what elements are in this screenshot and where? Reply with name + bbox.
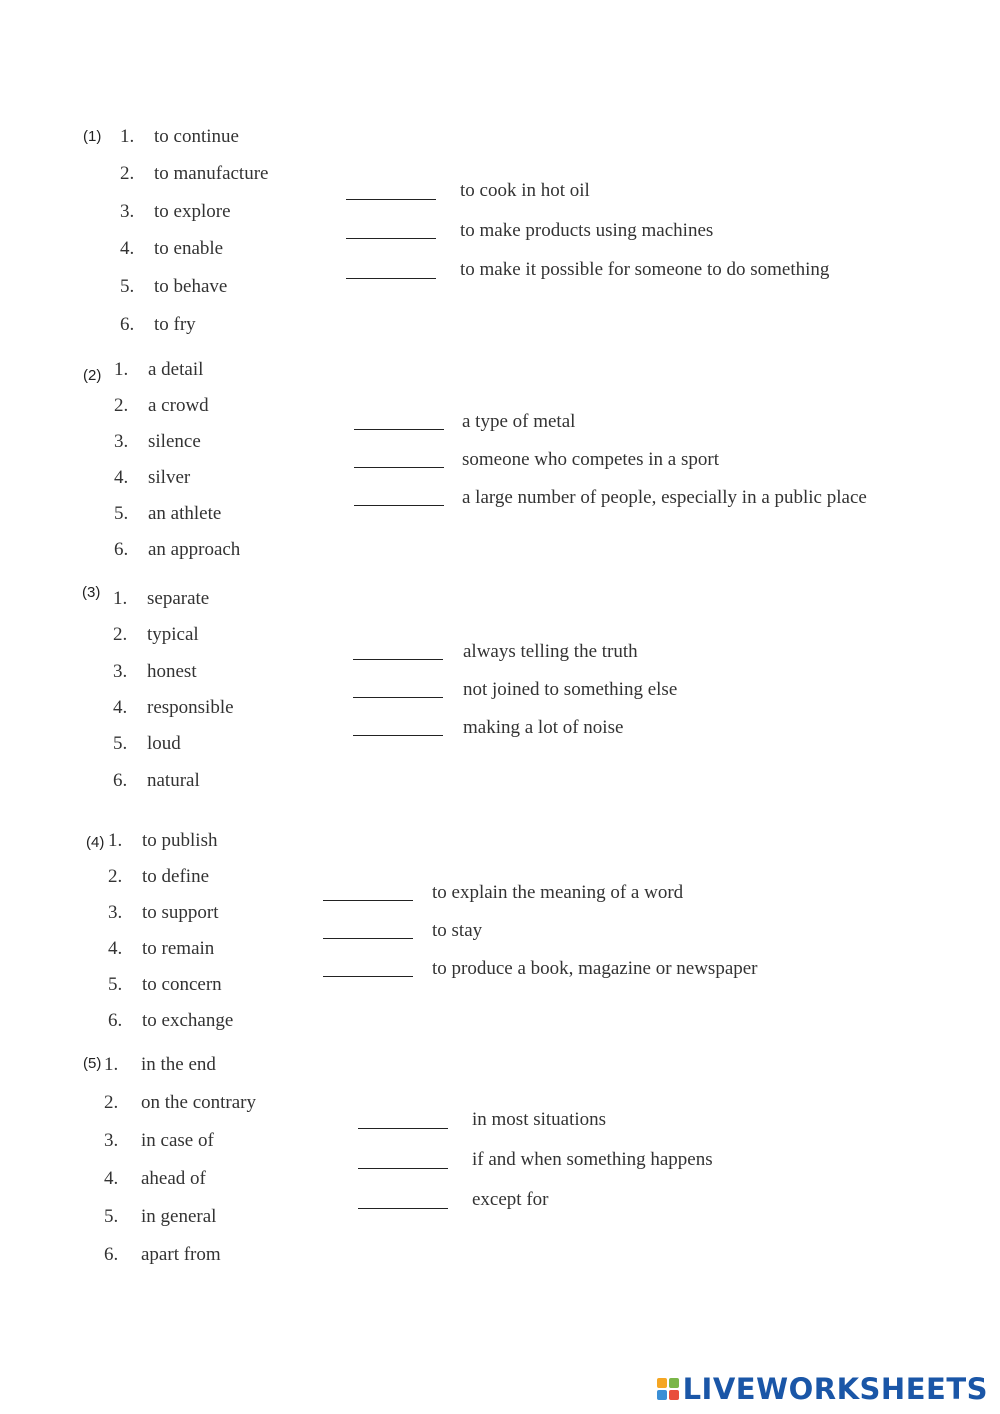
definition: if and when something happens <box>472 1149 713 1170</box>
definition: to make products using machines <box>460 220 714 241</box>
word-item: 3. in case of <box>104 1130 214 1151</box>
word-item: 3. honest <box>113 661 197 682</box>
word-item: 2. a crowd <box>114 395 209 416</box>
answer-blank[interactable] <box>323 938 413 939</box>
logo-tile <box>657 1378 667 1388</box>
word-item: 6. to exchange <box>108 1010 234 1031</box>
definition: making a lot of noise <box>463 717 624 738</box>
answer-blank[interactable] <box>353 659 443 660</box>
definition: to produce a book, magazine or newspaper <box>432 958 758 979</box>
answer-blank[interactable] <box>354 467 444 468</box>
logo-tile <box>669 1390 679 1400</box>
definition: to explain the meaning of a word <box>432 882 684 903</box>
word-item: 1. a detail <box>114 359 204 380</box>
answer-blank[interactable] <box>353 735 443 736</box>
word-item: 4. silver <box>114 467 191 488</box>
definition: to make it possible for someone to do something <box>460 259 830 280</box>
answer-blank[interactable] <box>323 976 413 977</box>
word-item: 4. responsible <box>113 697 234 718</box>
word-item: 5. to behave <box>120 276 228 297</box>
section-label: (1) <box>83 128 102 145</box>
word-item: 4. ahead of <box>104 1168 206 1189</box>
word-item: 2. on the contrary <box>104 1092 257 1113</box>
section-label: (5) <box>83 1055 102 1072</box>
definition: except for <box>472 1189 549 1210</box>
section-label: (2) <box>83 367 102 384</box>
answer-blank[interactable] <box>346 199 436 200</box>
logo-icon <box>657 1378 679 1400</box>
word-item: 6. an approach <box>114 539 241 560</box>
word-item: 6. apart from <box>104 1244 221 1265</box>
definition: a type of metal <box>462 411 576 432</box>
word-item: 2. to manufacture <box>120 163 269 184</box>
answer-blank[interactable] <box>358 1168 448 1169</box>
word-item: 5. to concern <box>108 974 222 995</box>
word-item: 5. in general <box>104 1206 217 1227</box>
section-label: (4) <box>86 834 105 851</box>
word-item: 4. to remain <box>108 938 215 959</box>
definition: to cook in hot oil <box>460 180 590 201</box>
word-item: 1. in the end <box>104 1054 216 1075</box>
word-item: 2. typical <box>113 624 199 645</box>
answer-blank[interactable] <box>323 900 413 901</box>
answer-blank[interactable] <box>354 429 444 430</box>
word-item: 2. to define <box>108 866 210 887</box>
logo-text: LIVEWORKSHEETS <box>682 1372 988 1406</box>
word-item: 5. an athlete <box>114 503 222 524</box>
definition: someone who competes in a sport <box>462 449 719 470</box>
logo-tile <box>657 1390 667 1400</box>
answer-blank[interactable] <box>346 238 436 239</box>
definition: to stay <box>432 920 483 941</box>
answer-blank[interactable] <box>358 1208 448 1209</box>
liveworksheets-logo[interactable] <box>657 1372 988 1406</box>
word-item: 6. to fry <box>120 314 196 335</box>
word-item: 1. to continue <box>120 126 239 147</box>
logo-tile <box>669 1378 679 1388</box>
definition: not joined to something else <box>463 679 678 700</box>
answer-blank[interactable] <box>353 697 443 698</box>
word-item: 6. natural <box>113 770 200 791</box>
answer-blank[interactable] <box>354 505 444 506</box>
definition: always telling the truth <box>463 641 638 662</box>
definition: in most situations <box>472 1109 607 1130</box>
word-item: 3. to explore <box>120 201 231 222</box>
word-item: 5. loud <box>113 733 181 754</box>
word-item: 4. to enable <box>120 238 224 259</box>
answer-blank[interactable] <box>358 1128 448 1129</box>
word-item: 3. to support <box>108 902 219 923</box>
word-item: 1. separate <box>113 588 210 609</box>
word-item: 1. to publish <box>108 830 218 851</box>
definition: a large number of people, especially in a public place <box>462 487 867 508</box>
answer-blank[interactable] <box>346 278 436 279</box>
section-label: (3) <box>82 584 101 601</box>
word-item: 3. silence <box>114 431 201 452</box>
